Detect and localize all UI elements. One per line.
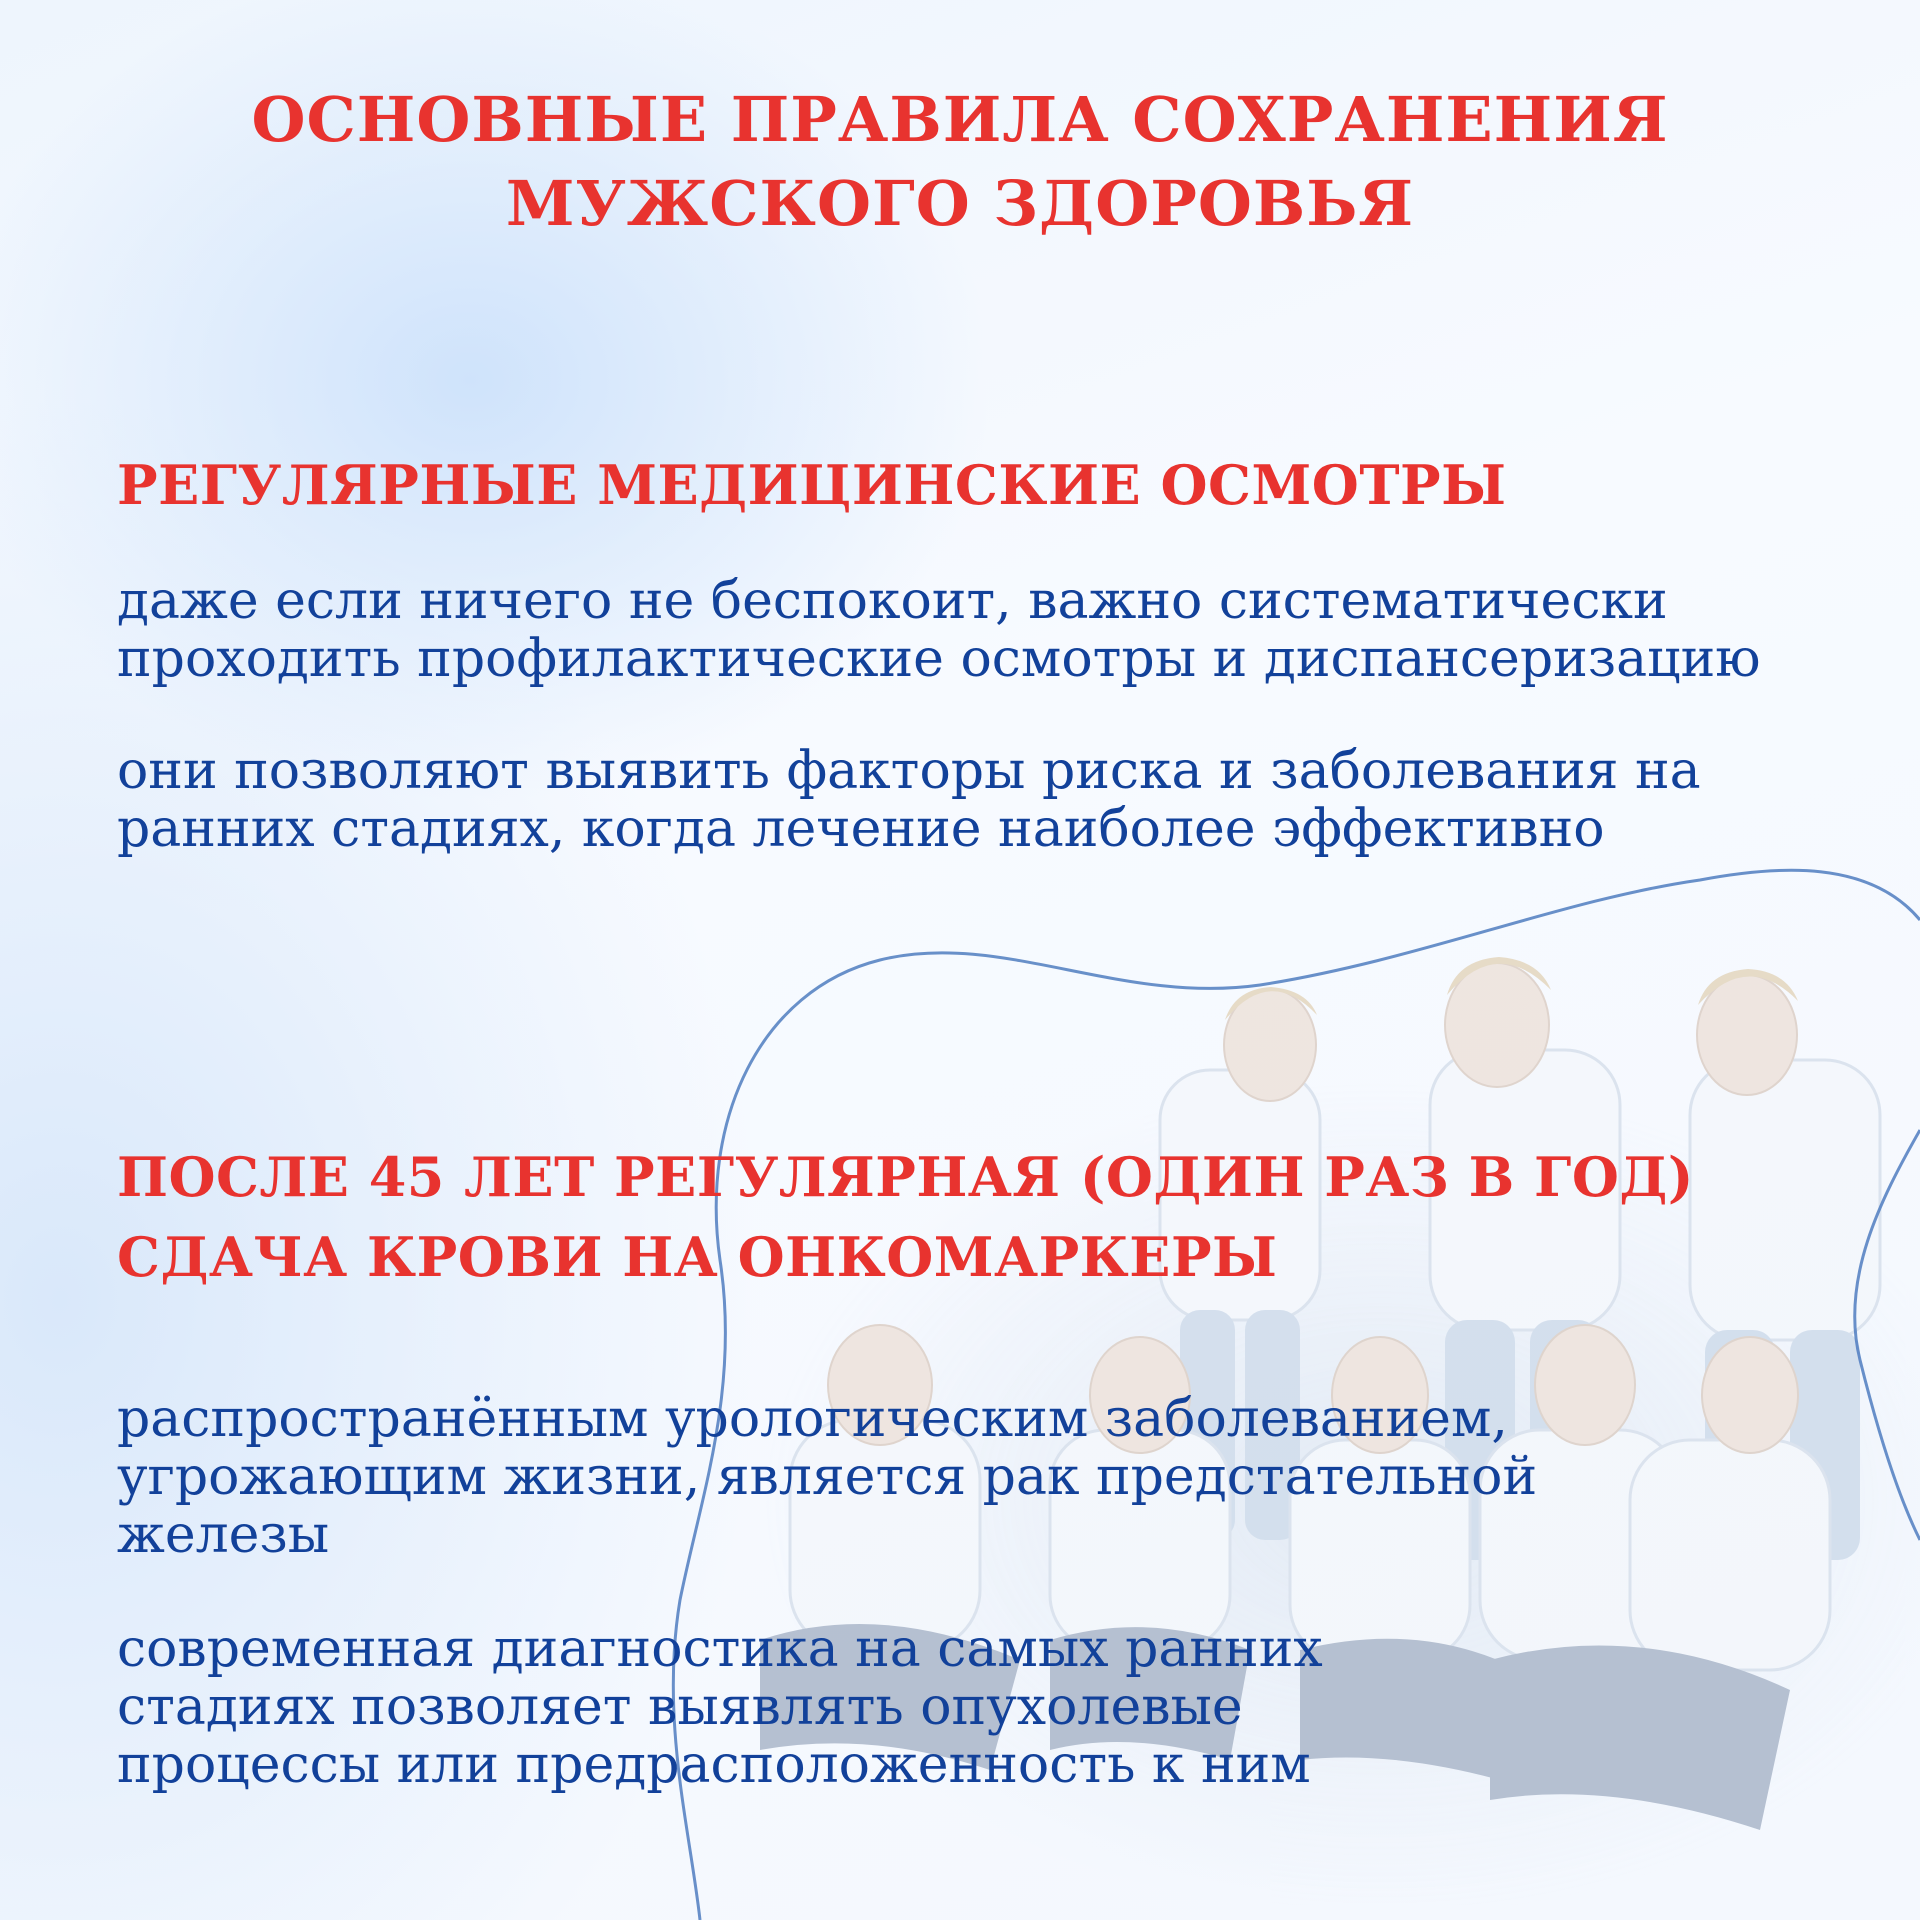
paragraph-line: угрожающим жизни, является рак предстательной <box>117 1447 1538 1507</box>
heading-line: СДАЧА КРОВИ НА ОНКОМАРКЕРЫ <box>117 1225 1278 1289</box>
paragraph-line: даже если ничего не беспокоит, важно систематически <box>117 571 1668 631</box>
paragraph-line: они позволяют выявить факторы риска и заболевания на <box>117 741 1701 801</box>
paragraph-line: железы <box>117 1505 330 1565</box>
title-line: МУЖСКОГО ЗДОРОВЬЯ <box>505 167 1415 240</box>
paragraph-line: процессы или предрасположенность к ним <box>117 1735 1311 1795</box>
title-line: ОСНОВНЫЕ ПРАВИЛА СОХРАНЕНИЯ <box>251 83 1669 156</box>
heading-line: РЕГУЛЯРНЫЕ МЕДИЦИНСКИЕ ОСМОТРЫ <box>117 453 1507 517</box>
page-title <box>0 78 1920 246</box>
section-heading <box>117 1137 1694 1297</box>
paragraph-line: современная диагностика на самых ранних <box>117 1619 1323 1679</box>
section-paragraph <box>117 1620 1323 1794</box>
paragraph-line: стадиях позволяет выявлять опухолевые <box>117 1677 1243 1737</box>
section-heading <box>117 445 1507 525</box>
section-paragraph <box>117 572 1761 688</box>
heading-line: ПОСЛЕ 45 ЛЕТ РЕГУЛЯРНАЯ (ОДИН РАЗ В ГОД) <box>117 1145 1694 1209</box>
paragraph-line: распространённым урологическим заболеванием, <box>117 1389 1508 1449</box>
paragraph-line: проходить профилактические осмотры и диспансеризацию <box>117 629 1761 689</box>
section-paragraph <box>117 1390 1537 1564</box>
paragraph-line: ранних стадиях, когда лечение наиболее эффективно <box>117 799 1605 859</box>
section-paragraph <box>117 742 1701 858</box>
